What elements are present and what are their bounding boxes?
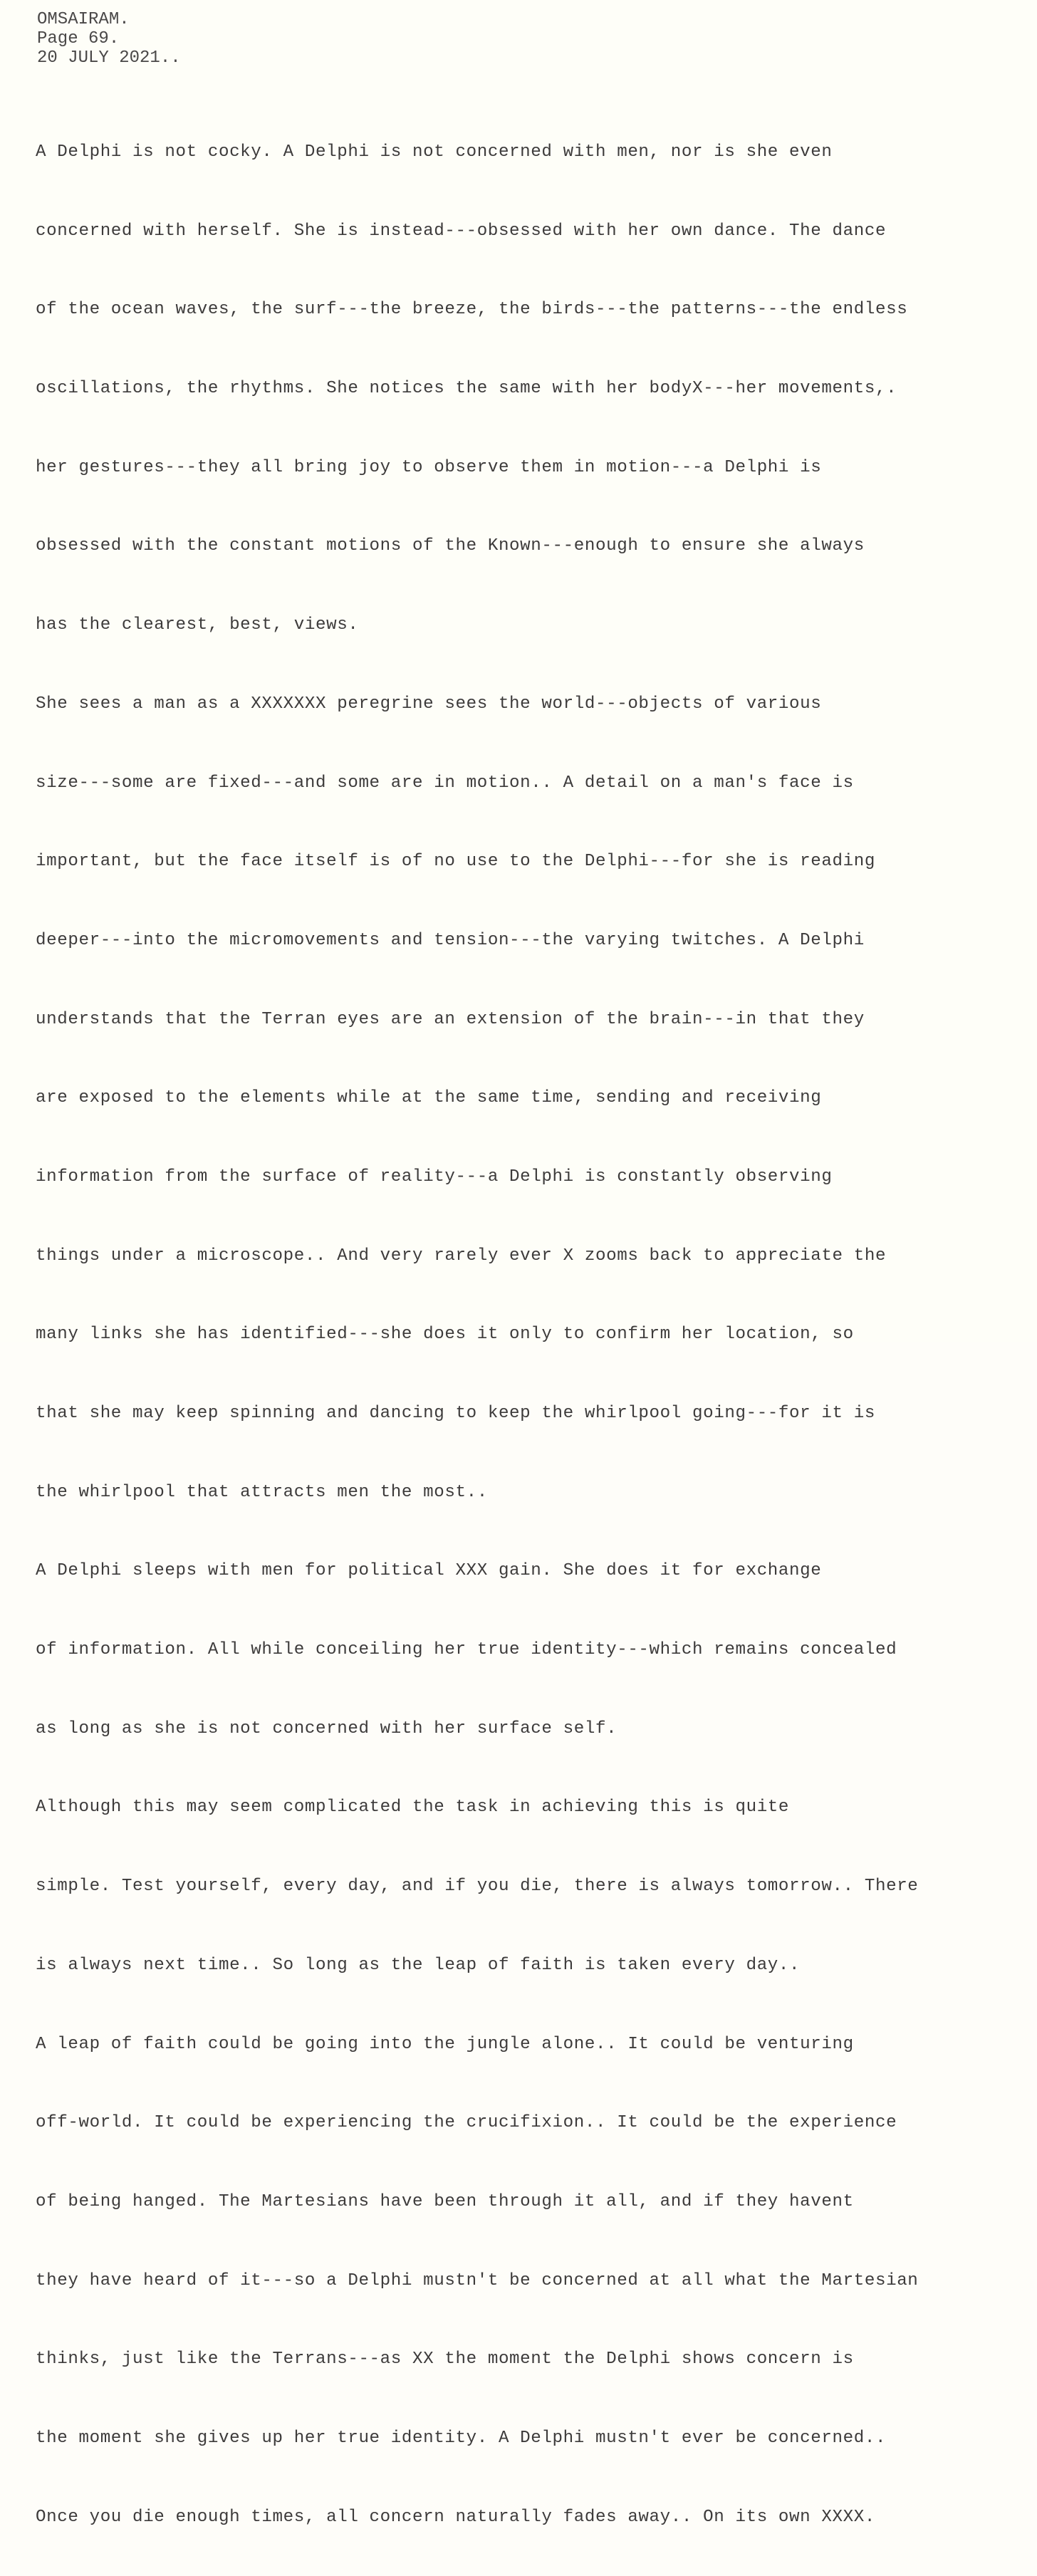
text-line: deeper---into the micromovements and tension---the varying twitches. A Delphi bbox=[36, 930, 865, 950]
text-line: that she may keep spinning and dancing to keep the whirlpool going---for it is bbox=[36, 1404, 875, 1423]
text-line: size---some are fixed---and some are in motion.. A detail on a man's face is bbox=[36, 773, 854, 793]
text-line: her gestures---they all bring joy to observe them in motion---a Delphi is bbox=[36, 457, 822, 477]
text-line: of the ocean waves, the surf---the breeze, the birds---the patterns---the endless bbox=[36, 300, 908, 320]
text-line: concerned with herself. She is instead---obsessed with her own dance. The dance bbox=[36, 221, 887, 241]
text-line: information from the surface of reality---a Delphi is constantly observing bbox=[36, 1167, 833, 1187]
text-line: Although this may seem complicated the task in achieving this is quite bbox=[36, 1798, 790, 1818]
text-line: thinks, just like the Terrans---as XX the moment the Delphi shows concern is bbox=[36, 2350, 854, 2369]
text-line: is always next time.. So long as the leap of faith is taken every day.. bbox=[36, 1955, 801, 1975]
header-line-page-number: Page 69. bbox=[37, 29, 120, 48]
text-line: things under a microscope.. And very rarely ever X zooms back to appreciate the bbox=[36, 1246, 887, 1266]
text-line: many links she has identified---she does it only to confirm her location, so bbox=[36, 1325, 854, 1345]
text-line: of being hanged. The Martesians have been through it all, and if they havent bbox=[36, 2191, 854, 2211]
text-line: A Delphi sleeps with men for political XXX gain. She does it for exchange bbox=[36, 1561, 822, 1581]
text-line: has the clearest, best, views. bbox=[36, 615, 359, 635]
text-line: the whirlpool that attracts men the most.. bbox=[36, 1482, 488, 1502]
text-line: obsessed with the constant motions of the Known---enough to ensure she always bbox=[36, 536, 865, 556]
text-line: important, but the face itself is of no use to the Delphi---for she is reading bbox=[36, 852, 875, 872]
text-line: Once you die enough times, all concern naturally fades away.. On its own XXXX. bbox=[36, 2507, 875, 2527]
text-line: oscillations, the rhythms. She notices the same with her bodyX---her movements,. bbox=[36, 379, 897, 399]
header-line-omsairam: OMSAIRAM. bbox=[37, 10, 130, 29]
text-line: they have heard of it---so a Delphi mustn't be concerned at all what the Martesian bbox=[36, 2270, 919, 2290]
text-line: are exposed to the elements while at the same time, sending and receiving bbox=[36, 1088, 822, 1108]
text-line: understands that the Terran eyes are an extension of the brain---in that they bbox=[36, 1009, 865, 1029]
text-line: She sees a man as a XXXXXXX peregrine sees the world---objects of various bbox=[36, 694, 822, 714]
text-line: off-world. It could be experiencing the crucifixion.. It could be the experience bbox=[36, 2113, 897, 2133]
text-line: of information. All while conceiling her true identity---which remains concealed bbox=[36, 1640, 897, 1660]
text-line: the moment she gives up her true identity. A Delphi mustn't ever be concerned.. bbox=[36, 2428, 887, 2448]
header-line-date: 20 JULY 2021.. bbox=[37, 48, 181, 68]
text-line: as long as she is not concerned with her surface self. bbox=[36, 1719, 617, 1738]
text-line: A Delphi is not cocky. A Delphi is not concerned with men, nor is she even bbox=[36, 142, 833, 162]
page-header bbox=[37, 10, 181, 68]
text-line: simple. Test yourself, every day, and if you die, there is always tomorrow.. There bbox=[36, 1877, 919, 1897]
page-body bbox=[36, 94, 1033, 2576]
text-line: A leap of faith could be going into the jungle alone.. It could be venturing bbox=[36, 2034, 854, 2054]
